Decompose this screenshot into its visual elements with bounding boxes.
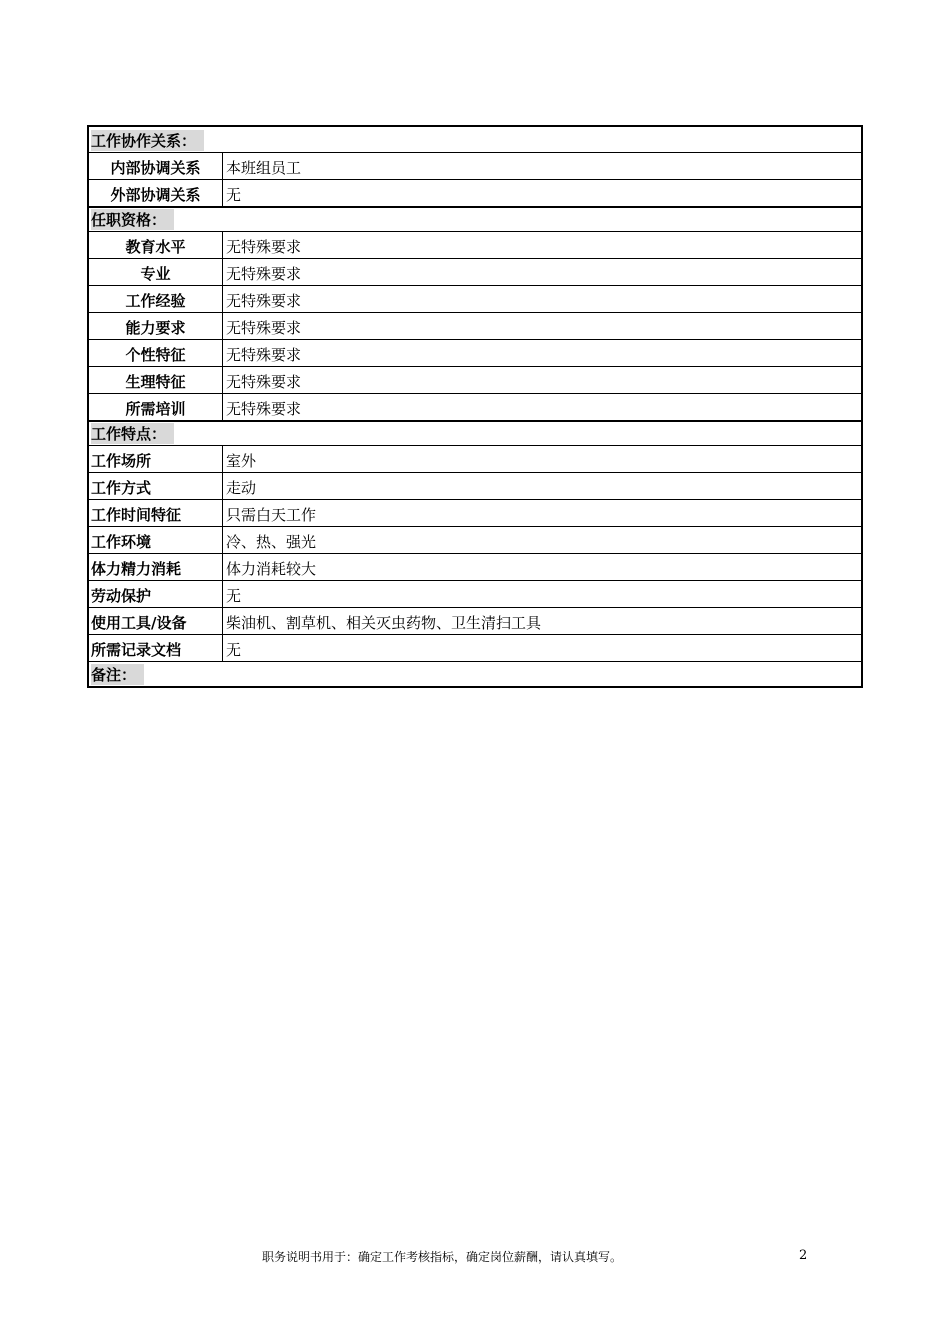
table-row xyxy=(89,285,861,312)
row-value: 无 xyxy=(226,641,242,659)
row-label: 所需记录文档 xyxy=(89,635,223,661)
page-number: 2 xyxy=(799,1248,808,1263)
table-row xyxy=(89,526,861,553)
table-row xyxy=(89,312,861,339)
row-label: 工作环境 xyxy=(89,527,223,553)
table-row xyxy=(89,231,861,258)
table-row xyxy=(89,393,861,420)
row-label: 工作时间特征 xyxy=(89,500,223,526)
row-value: 无特殊要求 xyxy=(226,238,302,256)
job-description-table xyxy=(87,125,863,688)
row-label: 使用工具/设备 xyxy=(89,608,223,634)
table-row xyxy=(89,553,861,580)
row-label: 工作经验 xyxy=(89,286,223,312)
table-row xyxy=(89,499,861,526)
row-value: 无特殊要求 xyxy=(226,292,302,310)
row-value: 无特殊要求 xyxy=(226,265,302,283)
row-label: 工作方式 xyxy=(89,473,223,499)
row-value: 无 xyxy=(226,587,242,605)
row-value: 只需白天工作 xyxy=(226,506,317,524)
row-value: 柴油机、割草机、相关灭虫药物、卫生清扫工具 xyxy=(226,614,542,632)
row-value: 室外 xyxy=(226,452,257,470)
table-row xyxy=(89,445,861,472)
table-row xyxy=(89,472,861,499)
table-row xyxy=(89,366,861,393)
row-value: 冷、热、强光 xyxy=(226,533,317,551)
table-row xyxy=(89,607,861,634)
table-row xyxy=(89,258,861,285)
section-header-cooperation xyxy=(89,127,861,152)
row-label: 能力要求 xyxy=(89,313,223,339)
row-value: 体力消耗较大 xyxy=(226,560,317,578)
row-label: 体力精力消耗 xyxy=(89,554,223,580)
row-value: 无特殊要求 xyxy=(226,373,302,391)
row-label: 生理特征 xyxy=(89,367,223,393)
row-value: 走动 xyxy=(226,479,257,497)
row-value: 无特殊要求 xyxy=(226,400,302,418)
row-label: 工作场所 xyxy=(89,446,223,472)
table-row xyxy=(89,634,861,661)
table-row xyxy=(89,580,861,607)
row-value: 无特殊要求 xyxy=(226,346,302,364)
row-label: 所需培训 xyxy=(89,394,223,420)
section-title-cooperation: 工作协作关系： xyxy=(89,127,204,152)
section-header-remarks xyxy=(89,661,861,686)
footer-note: 职务说明书用于：确定工作考核指标，确定岗位薪酬，请认真填写。 xyxy=(262,1250,623,1264)
row-value: 本班组员工 xyxy=(226,159,302,177)
row-label: 专业 xyxy=(89,259,223,285)
table-row xyxy=(89,179,861,206)
row-value: 无 xyxy=(226,186,242,204)
row-label: 劳动保护 xyxy=(89,581,223,607)
table-row xyxy=(89,339,861,366)
section-title-remarks: 备注： xyxy=(89,662,144,686)
row-value: 无特殊要求 xyxy=(226,319,302,337)
row-label: 外部协调关系 xyxy=(89,180,223,206)
section-header-qualification xyxy=(89,206,861,231)
section-header-features xyxy=(89,420,861,445)
section-title-features: 工作特点： xyxy=(89,422,174,445)
row-label: 个性特征 xyxy=(89,340,223,366)
section-title-qualification: 任职资格： xyxy=(89,208,174,231)
table-row xyxy=(89,152,861,179)
row-label: 内部协调关系 xyxy=(89,153,223,179)
row-label: 教育水平 xyxy=(89,232,223,258)
